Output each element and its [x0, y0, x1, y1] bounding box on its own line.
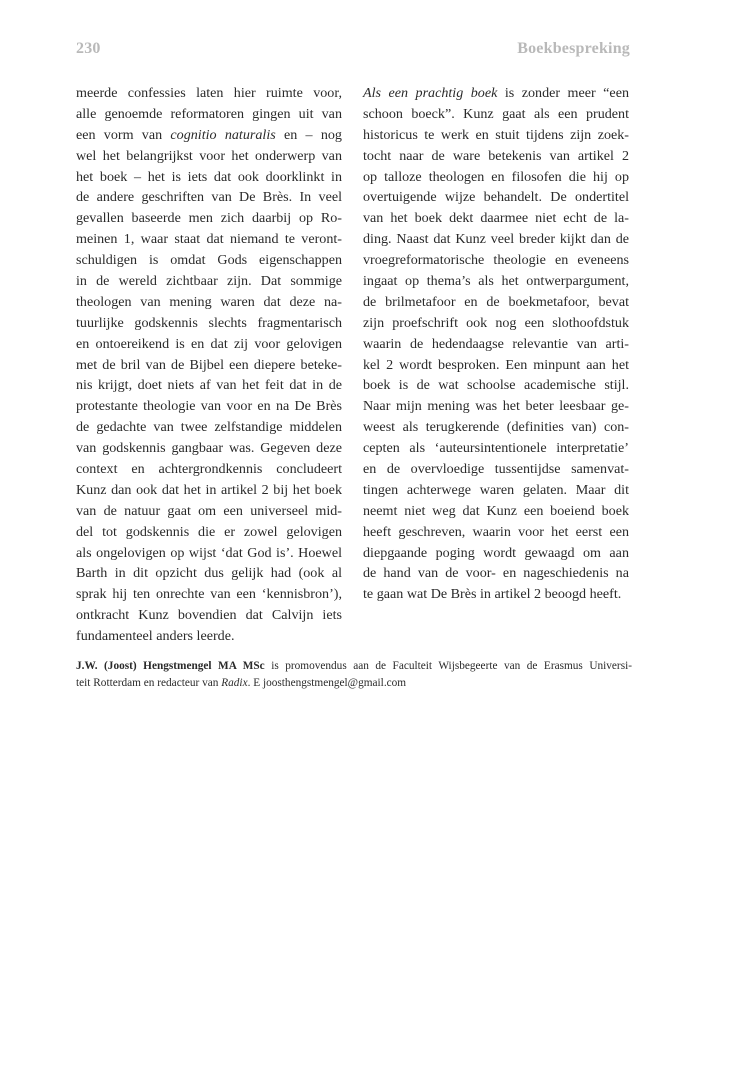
text-line: tingen achterwege waren gelaten. Maar dit — [363, 481, 629, 498]
author-note-text: is promovendus aan de Faculteit Wijsbegeerte van de Erasmus Universi- — [271, 660, 632, 672]
text-line: cepten als ‘auteursintentionele interpretatie’ — [363, 440, 629, 457]
text-line: in de wereld zichtbaar zijn. Dat sommige — [76, 273, 342, 290]
text-line: theologen van mening waren dat deze na- — [76, 293, 342, 310]
text-line: tocht naar de ware betekenis van artikel 2 — [363, 147, 629, 164]
text-line: ingaat op thema’s als het ontwerpargument, — [363, 273, 629, 290]
text-line: weest als terugkerende (definities van) con- — [363, 419, 629, 436]
text-line: de andere geschriften van De Brès. In veel — [76, 189, 342, 206]
text-line: nis krijgt, doet niets af van het feit dat in de — [76, 377, 342, 394]
text-fragment: is zonder meer “een — [504, 85, 629, 101]
author-contact: . E joosthengstmengel@gmail.com — [247, 677, 407, 689]
text-line: Kunz dan ook dat het in artikel 2 bij het boek — [76, 481, 342, 498]
text-line: en de overvloedige tussentijdse samenvat- — [363, 461, 629, 478]
text-line — [76, 125, 342, 146]
left-text-column — [76, 83, 342, 647]
text-line: neemt niet weg dat Kunz een boeiend boek — [363, 502, 629, 519]
text-line: de hand van de voor- en nageschiedenis na — [363, 565, 629, 582]
author-note-text: teit Rotterdam en redacteur van — [76, 677, 219, 689]
text-line: met de bril van de Bijbel een diepere beteke- — [76, 356, 342, 373]
text-line: ontkracht Kunz bovendien dat Calvijn iets — [76, 607, 342, 624]
text-line: gevallen baseerde men zich daarbij op Ro- — [76, 210, 342, 227]
text-line: ding. Naast dat Kunz veel breder kijkt dan de — [363, 231, 629, 248]
text-line: Barth in dit opzicht dus gelijk had (ook al — [76, 565, 342, 582]
italic-term: cognitio naturalis — [170, 126, 276, 143]
text-line: wel het belangrijkst voor het onderwerp van — [76, 147, 342, 164]
text-line: boek is de wat schoolse academische stijl. — [363, 377, 629, 394]
text-line: en ontoereikend is en dat zij voor gelovigen — [76, 335, 342, 352]
text-line: meerde confessies laten hier ruimte voor, — [76, 85, 342, 101]
text-line: diepgaande poging wordt gewaagd om aan — [363, 544, 629, 561]
author-note-line — [76, 675, 632, 692]
text-line: schuldigen is omdat Gods eigenschappen — [76, 252, 342, 269]
text-line: te gaan wat De Brès in artikel 2 beoogd heeft. — [363, 586, 622, 603]
text-line: fundamenteel anders leerde. — [76, 628, 235, 645]
running-header — [76, 40, 630, 64]
journal-name: Radix — [221, 677, 248, 689]
text-line: de brilmetafoor en de boekmetafoor, bevat — [363, 293, 629, 310]
text-line: van het boek dekt daarmee niet echt de la- — [363, 210, 629, 227]
section-title: Boekbespreking — [517, 40, 630, 57]
text-line — [363, 83, 629, 104]
text-line: van de natuur gaat om een universeel mid- — [76, 502, 342, 519]
text-line: sprak hij ten onrechte van een ‘kennisbron’), — [76, 586, 342, 603]
text-line: meinen 1, waar staat dat niemand te veront- — [76, 231, 342, 248]
author-note — [76, 658, 632, 692]
text-line: kel 2 wordt besproken. Een minpunt aan het — [363, 356, 629, 373]
author-note-line — [76, 658, 632, 675]
text-line: alle genoemde reformatoren gingen uit van — [76, 105, 342, 122]
text-line: context en achtergrondkennis concludeert — [76, 461, 342, 478]
text-line: historicus te werk en stuit tijdens zijn zoek- — [363, 126, 629, 143]
text-line: vroegreformatorische theologie en eveneens — [363, 252, 629, 269]
text-fragment: en – nog — [284, 126, 342, 143]
text-line: schoon boeck”. Kunz gaat als een prudent — [363, 105, 629, 122]
text-line: van godskennis gangbaar was. Gegeven deze — [76, 440, 342, 457]
text-line: zijn proefschrift ook nog een slothoofdstuk — [363, 314, 629, 331]
text-line: tuurlijke godskennis slechts fragmentarisch — [76, 314, 342, 331]
text-line: protestante theologie van voor en na De Brès — [76, 398, 342, 415]
text-line: als ongelovigen op wijst ‘dat God is’. Hoewel — [76, 544, 342, 561]
text-line: het boek – het is iets dat ook doorklinkt in — [76, 168, 342, 185]
text-line: Naar mijn mening was het beter leesbaar ge- — [363, 398, 629, 415]
text-line: op talloze theologen en filosofen die hij op — [363, 168, 629, 185]
text-line: de gedachte van twee zelfstandige middelen — [76, 419, 342, 436]
text-line: waarin de hedendaagse relevantie van arti- — [363, 335, 629, 352]
page-number: 230 — [76, 40, 101, 57]
text-fragment: een vorm van — [76, 126, 163, 143]
text-line: heeft geschreven, waarin voor het eerst een — [363, 523, 629, 540]
text-line: del tot godskennis die er zowel gelovigen — [76, 523, 342, 540]
right-text-column — [363, 83, 629, 605]
author-name: J.W. (Joost) Hengstmengel MA MSc — [76, 660, 265, 672]
text-line: overtuigende wijze behandelt. De ondertitel — [363, 189, 629, 206]
italic-title: Als een prachtig boek — [363, 85, 498, 101]
